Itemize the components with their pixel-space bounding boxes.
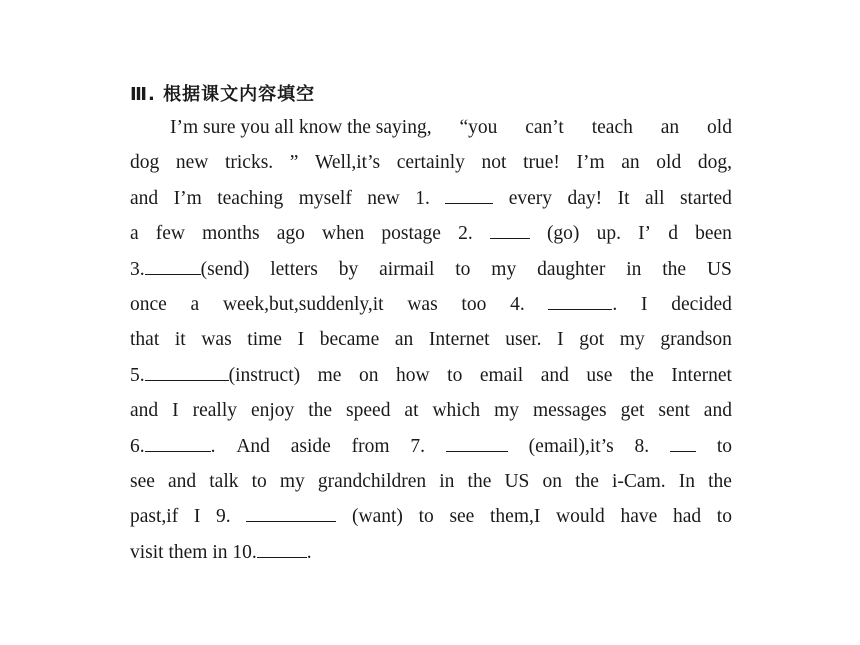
- passage-text: messages: [532, 400, 607, 422]
- passage-text: my: [619, 329, 645, 351]
- passage-text: tricks.: [224, 152, 274, 174]
- passage-text: ”: [289, 152, 299, 174]
- section-heading: Ⅲ. 根据课文内容填空: [130, 84, 316, 105]
- passage-text: (instruct): [228, 364, 301, 386]
- passage-text: my: [494, 400, 520, 422]
- passage-line-11: [130, 464, 732, 499]
- passage-text: an: [660, 117, 680, 138]
- passage-text: was: [407, 293, 438, 315]
- passage-text: decided: [671, 293, 732, 315]
- passage-text: user.: [505, 329, 542, 351]
- passage-text: aside: [290, 435, 331, 457]
- passage-text: enjoy: [250, 400, 295, 422]
- passage-text: day!: [567, 187, 603, 209]
- passage-text: old: [656, 152, 682, 174]
- passage-text: been: [695, 223, 732, 245]
- answer-blank-8[interactable]: [670, 436, 696, 452]
- passage-text: grandchildren: [317, 470, 427, 492]
- passage-text: time: [247, 329, 282, 351]
- passage-text: in: [626, 258, 642, 280]
- passage-text: certainly: [396, 152, 465, 174]
- passage-text: started: [679, 187, 732, 209]
- passage-text: to: [418, 506, 434, 528]
- passage-line-7: [130, 322, 732, 357]
- passage-text: I’: [638, 223, 652, 245]
- passage-line-2: [130, 145, 732, 180]
- passage-text: on: [542, 470, 562, 492]
- passage-text: and: [168, 470, 197, 492]
- passage-text: get: [620, 400, 645, 422]
- passage-text: grandson: [660, 329, 732, 351]
- passage-text: .: [210, 435, 216, 457]
- passage-text: (go): [546, 223, 580, 245]
- passage-text: months: [202, 223, 260, 245]
- passage-text: which: [432, 400, 481, 422]
- passage-text: I’m: [173, 187, 202, 209]
- passage-text: I’m sure you all know the saying,: [170, 117, 432, 138]
- passage-text: sent: [658, 400, 690, 422]
- passage-text: got: [579, 329, 605, 351]
- passage-text: from: [351, 435, 390, 457]
- passage-text: teach: [591, 117, 633, 138]
- passage-text: can’t: [525, 117, 564, 138]
- passage-text: a: [130, 223, 139, 245]
- passage-text: in: [439, 470, 455, 492]
- passage-text: I: [297, 329, 305, 351]
- answer-blank-3[interactable]: [145, 259, 201, 275]
- passage-text: to: [447, 364, 463, 386]
- passage-text: really: [192, 400, 237, 422]
- blank-number: 5.: [130, 364, 145, 386]
- passage-text: visit them in 10.: [130, 541, 257, 563]
- passage-text: see: [130, 470, 155, 492]
- passage-text: postage: [381, 223, 441, 245]
- passage-text: the: [575, 470, 599, 492]
- passage-text: all: [645, 187, 665, 209]
- passage-text: and: [130, 400, 159, 422]
- passage-line-8: [130, 358, 732, 393]
- blank-number: 3.: [130, 258, 145, 280]
- passage-line-13: [130, 535, 732, 570]
- passage-text: .: [306, 541, 312, 563]
- answer-blank-4[interactable]: [548, 294, 612, 310]
- passage-text: email: [479, 364, 524, 386]
- passage-text: true!: [523, 152, 560, 174]
- passage-text: [130, 252, 249, 287]
- passage-line-4: [130, 216, 732, 251]
- passage-line-1: [130, 110, 732, 145]
- passage-text: [130, 429, 216, 464]
- passage-text: past,if: [130, 506, 179, 528]
- passage-text: the: [467, 470, 492, 492]
- passage-text: the: [308, 400, 333, 422]
- passage-text: became: [319, 329, 380, 351]
- passage-line-12: [130, 499, 732, 534]
- passage-text: up.: [596, 223, 621, 245]
- passage-text: new: [367, 187, 400, 209]
- passage-text: me: [317, 364, 342, 386]
- passage-text: every: [508, 187, 553, 209]
- passage-text: would: [556, 506, 605, 528]
- passage-text: on: [359, 364, 379, 386]
- passage-text: at: [404, 400, 419, 422]
- answer-blank-5[interactable]: [145, 365, 229, 381]
- passage-text: an: [394, 329, 414, 351]
- passage-text: use: [586, 364, 613, 386]
- passage-line-3: [130, 181, 732, 216]
- passage-text: I: [641, 293, 648, 315]
- passage-text: once: [130, 293, 167, 315]
- blank-number: 6.: [130, 435, 145, 457]
- passage-text: 9.: [216, 506, 231, 528]
- passage-text: the: [708, 470, 732, 492]
- passage-text: (want): [352, 506, 403, 528]
- answer-blank-7[interactable]: [446, 436, 508, 452]
- passage-text: not: [481, 152, 507, 174]
- passage-text: it: [174, 329, 186, 351]
- passage-text: 7.: [410, 435, 426, 457]
- passage-text: 1.: [415, 187, 430, 209]
- passage-text: when: [321, 223, 365, 245]
- passage-text: “you: [459, 117, 498, 138]
- passage-text: my: [491, 258, 517, 280]
- passage-text: I: [172, 400, 179, 422]
- answer-blank-1[interactable]: [445, 188, 493, 204]
- passage-text: to: [716, 435, 732, 457]
- passage-text: I: [557, 329, 564, 351]
- passage-text: [130, 358, 300, 393]
- passage-text: new: [175, 152, 209, 174]
- passage-text: old: [707, 117, 732, 138]
- passage-text: and: [130, 187, 159, 209]
- passage-text: too: [461, 293, 487, 315]
- passage-text: to: [455, 258, 471, 280]
- answer-blank-2[interactable]: [490, 223, 530, 239]
- passage-text: a: [190, 293, 200, 315]
- passage-text: an: [621, 152, 640, 174]
- passage-text: 4.: [510, 293, 525, 315]
- passage-text: Internet: [671, 364, 732, 386]
- answer-blank-6[interactable]: [145, 436, 211, 452]
- passage-text: was: [201, 329, 232, 351]
- passage-text: to: [251, 470, 267, 492]
- passage-line-10: [130, 429, 732, 464]
- passage-text: that: [130, 329, 160, 351]
- passage-text: letters: [270, 258, 318, 280]
- answer-blank-10[interactable]: [257, 542, 307, 558]
- passage-text: my: [279, 470, 305, 492]
- passage-line-9: [130, 393, 732, 428]
- passage-text: It: [617, 187, 630, 209]
- passage-text: Well,it’s: [315, 152, 381, 174]
- passage-text: In: [678, 470, 695, 492]
- passage-text: i-Cam.: [612, 470, 666, 492]
- passage-text: airmail: [379, 258, 435, 280]
- passage-text: few: [155, 223, 186, 245]
- passage-text: I’m: [576, 152, 605, 174]
- passage-text: And: [236, 435, 270, 457]
- passage-text: teaching: [217, 187, 284, 209]
- passage-text: US: [706, 258, 732, 280]
- passage-text: 8.: [634, 435, 650, 457]
- passage-text: ago: [276, 223, 305, 245]
- passage-text: have: [620, 506, 658, 528]
- passage-text: I: [193, 506, 201, 528]
- passage-line-6: [130, 287, 732, 322]
- passage-text: see: [449, 506, 475, 528]
- passage-text: how: [396, 364, 430, 386]
- passage-text: dog,: [697, 152, 732, 174]
- passage-line-5: [130, 252, 732, 287]
- passage-text: speed: [346, 400, 391, 422]
- passage-text: [548, 287, 617, 322]
- passage-text: (email),it’s: [528, 435, 614, 457]
- passage-text: (send): [200, 258, 250, 280]
- passage-text: and: [540, 364, 569, 386]
- passage-text: dog: [130, 152, 160, 174]
- passage-text: myself: [298, 187, 352, 209]
- cloze-passage: [130, 110, 732, 570]
- answer-blank-9[interactable]: [246, 506, 336, 522]
- passage-text: d: [668, 223, 678, 245]
- passage-text: US: [504, 470, 530, 492]
- passage-text: by: [338, 258, 359, 280]
- passage-text: and: [703, 400, 732, 422]
- passage-text: the: [662, 258, 687, 280]
- passage-text: to: [716, 506, 732, 528]
- passage-text: talk: [209, 470, 239, 492]
- passage-text: 2.: [458, 223, 473, 245]
- passage-text: Internet: [428, 329, 490, 351]
- passage-text: daughter: [537, 258, 606, 280]
- passage-text: had: [672, 506, 702, 528]
- passage-text: week,but,suddenly,it: [222, 293, 384, 315]
- passage-text: .: [612, 293, 618, 315]
- passage-text: the: [629, 364, 654, 386]
- passage-text: them,I: [490, 506, 541, 528]
